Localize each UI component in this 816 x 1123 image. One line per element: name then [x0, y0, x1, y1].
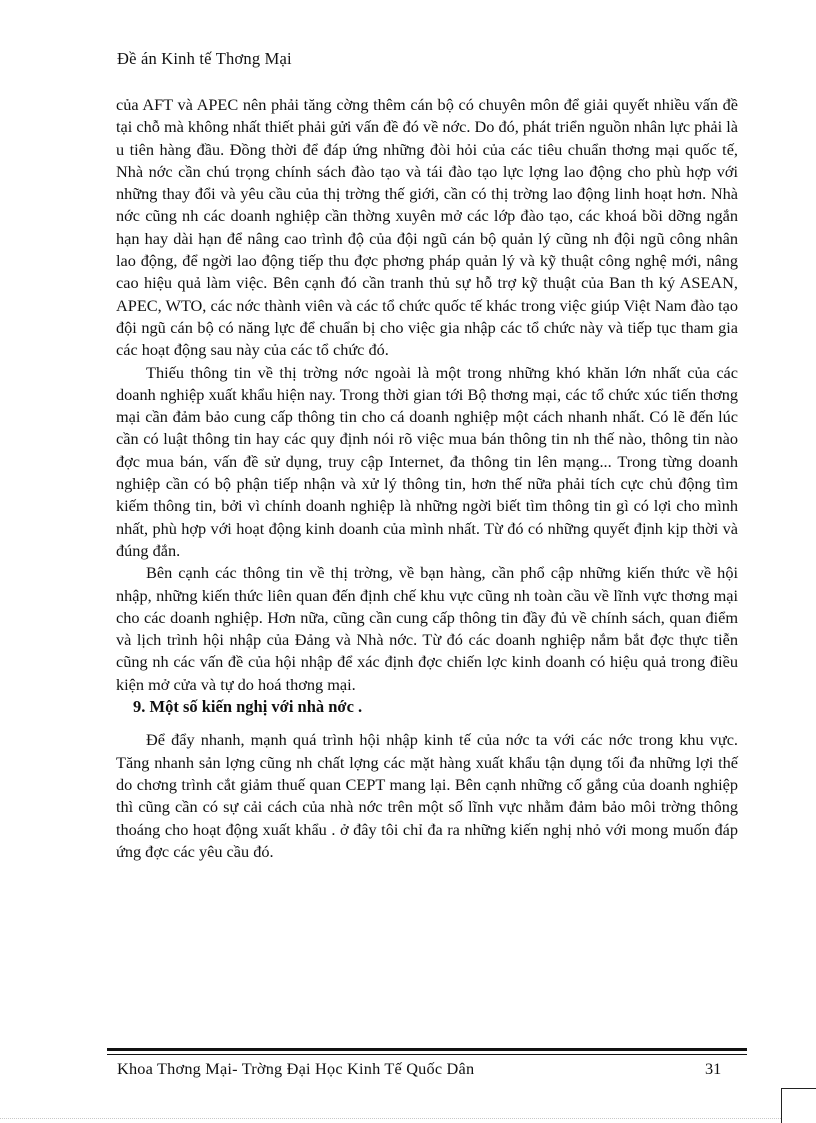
page-bottom-dotted-line [0, 1118, 781, 1119]
footer-thin-rule [107, 1054, 747, 1055]
document-body [116, 94, 738, 863]
paragraph-training: của AFT và APEC nên phải tăng cờng thêm cán bộ có chuyên môn để giải quyết nhiều vấn đề tại chỗ mà không nhất thiết phải gửi vấn đề đó về nớc. Do đó, phát triển nguồn nhân lực phải là u tiên hàng đầu. Đồng thời để đáp ứng những đòi hỏi của các tiêu chuẩn thơng mại quốc tế, Nhà nớc cần chú trọng chính sách đào tạo và tái đào tạo lực lợng lao động cho phù hợp với những thay đổi và yêu cầu của thị trờng thế giới, cần có thị trờng lao động linh hoạt hơn. Nhà nớc cũng nh các doanh nghiệp cần thờng xuyên mở các lớp đào tạo, các khoá bồi dỡng ngắn hạn hay dài hạn để nâng cao trình độ của đội ngũ cán bộ quản lý cũng nh đội ngũ công nhân lao động, để ngời lao động tiếp thu đợc phơng pháp quản lý và kỹ thuật công nghệ mới, nâng cao hiệu quả làm việc. Bên cạnh đó cần tranh thủ sự hỗ trợ kỹ thuật của Ban th ký ASEAN, APEC, WTO, các nớc thành viên và các tổ chức quốc tế khác trong việc giúp Việt Nam đào tạo đội ngũ cán bộ có năng lực để chuẩn bị cho việc gia nhập các tổ chức này và tiếp tục tham gia các hoạt động sau này của các tổ chức đó. [116, 95, 738, 360]
footer-institution: Khoa Thơng Mại- Trờng Đại Học Kinh Tế Quốc Dân [117, 1059, 475, 1078]
heading-spacer [116, 718, 738, 729]
page-number: 31 [705, 1059, 722, 1078]
paragraph-integration-knowledge: Bên cạnh các thông tin về thị trờng, về bạn hàng, cần phổ cập những kiến thức về hội nhập, những kiến thức liên quan đến định chế khu vực cũng nh toàn cầu về lĩnh vực thơng mại cho các doanh nghiệp. Hơn nữa, cũng cần cung cấp thông tin đầy đủ về chính sách, quan điểm và lịch trình hội nhập của Đảng và Nhà nớc. Từ đó các doanh nghiệp nắm bắt đợc thực tiễn cũng nh các vấn đề của hội nhập để xác định đợc chiến lợc kinh doanh có hiệu quả trong điều kiện mở cửa và tự do hoá thơng mại. [116, 563, 738, 694]
footer-thick-rule [107, 1048, 747, 1051]
paragraph-recommendations-intro: Để đẩy nhanh, mạnh quá trình hội nhập kinh tế của nớc ta với các nớc trong khu vực. Tăng nhanh sản lợng cũng nh chất lợng các mặt hàng xuất khẩu tận dụng tối đa những lợi thế do chơng trình cắt giảm thuế quan CEPT mang lại. Bên cạnh những cố gắng của doanh nghiệp thì cũng cần có sự cải cách của nhà nớc trên một số lĩnh vực nhằm đảm bảo môi trờng thông thoáng cho hoạt động xuất khẩu . ở đây tôi chỉ đa ra những kiến nghị nhỏ với mong muốn đáp ứng đợc các yêu cầu đó. [116, 730, 738, 861]
page-corner-mark-vertical [781, 1088, 782, 1123]
paragraph-market-information: Thiếu thông tin về thị trờng nớc ngoài là một trong những khó khăn lớn nhất của các doanh nghiệp xuất khẩu hiện nay. Trong thời gian tới Bộ thơng mại, các tổ chức xúc tiến thơng mại cần đảm bảo cung cấp thông tin cho cá doanh nghiệp một cách nhanh nhất. Có lẽ đến lúc cần có luật thông tin hay các quy định nói rõ việc mua bán thông tin nh thế nào, thông tin nào đợc mua bán, vấn đề sử dụng, truy cập Internet, đa thông tin lên mạng... Trong từng doanh nghiệp cần có bộ phận tiếp nhận và xử lý thông tin, hơn thế nữa phải tích cực chủ động tìm kiếm thông tin, bởi vì chính doanh nghiệp là những ngời biết tìm thông tin gì có lợi cho mình nhất, phù hợp với hoạt động kinh doanh của mình nhất. Từ đó có những quyết định kịp thời và đúng đắn. [116, 362, 738, 560]
section-heading-recommendations: 9. Một số kiến nghị với nhà nớc . [133, 697, 363, 717]
page-header-title: Đề án Kinh tế Thơng Mại [117, 49, 292, 68]
page-corner-mark-horizontal [781, 1088, 816, 1089]
